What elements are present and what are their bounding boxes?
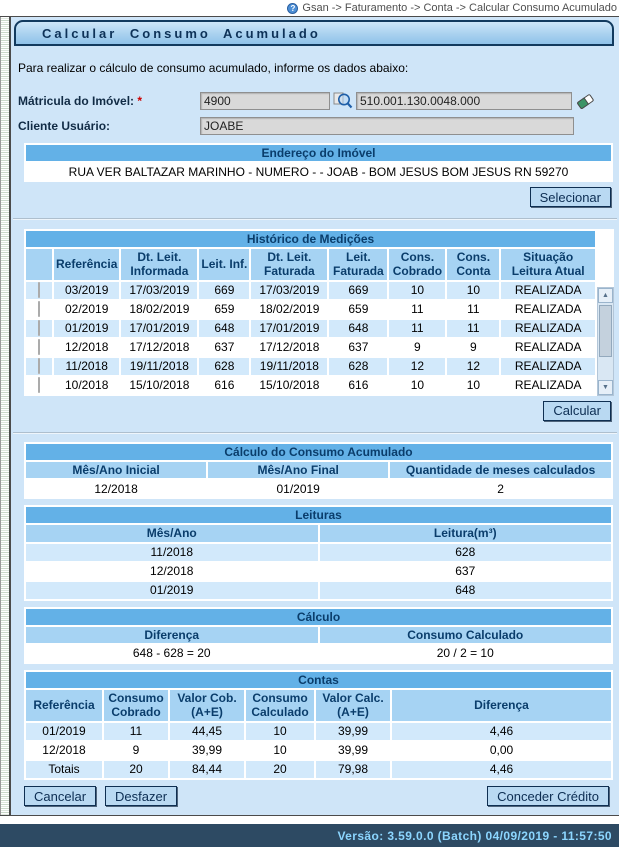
cell: 9 [447,339,499,356]
cell: 648 [329,320,387,337]
cell: 17/03/2019 [121,282,197,299]
table-row [26,582,611,599]
footer-gap [0,816,619,824]
cell: 628 [329,358,387,375]
cell: 17/12/2018 [251,339,327,356]
bottom-actions [11,786,619,815]
hist-col-referencia: Referência [54,249,119,280]
cell: 15/10/2018 [121,377,197,394]
cell: 669 [199,282,249,299]
cell: 11 [104,723,168,740]
cell: 10 [447,282,499,299]
version-text: Versão: 3.59.0.0 (Batch) 04/09/2019 - 11:57:50 [337,828,612,843]
table-row [26,563,611,580]
cell: 20 [246,761,314,778]
cell: REALIZADA [501,377,595,394]
cell: 11 [389,320,445,337]
hist-col-cons-cobrado: Cons. Cobrado [389,249,445,280]
cliente-field [200,117,574,135]
hist-col-dt-informada: Dt. Leit. Informada [121,249,197,280]
contas-col-consumo-cobrado: Consumo Cobrado [104,690,168,721]
cell [26,339,52,356]
cell [26,320,52,337]
contas-col-valor-cob: Valor Cob. (A+E) [170,690,244,721]
contas-col-referencia: Referência [26,690,102,721]
cell: 44,45 [170,723,244,740]
col-leitura-m3: Leitura(m³) [320,525,612,541]
leituras-table [24,505,613,600]
table-row [26,320,595,337]
table-row [26,480,611,497]
cell: 18/02/2019 [121,301,197,318]
cliente-label: Cliente Usuário: [18,119,111,133]
calculo-title: Cálculo [26,609,611,625]
cell: 01/2019 [54,320,119,337]
cell: 17/12/2018 [121,339,197,356]
cell: 659 [199,301,249,318]
historico-wrapper [24,229,614,396]
matricula-row [18,91,619,111]
scroll-down-icon[interactable]: ▼ [598,380,613,395]
main-frame [0,16,619,816]
hist-col-situacao: Situação Leitura Atual [501,249,595,280]
page-title-text: Calcular Consumo Acumulado [42,25,321,41]
table-row [26,282,595,299]
cell: 4,46 [392,761,611,778]
table-row [26,301,595,318]
cell: 79,98 [316,761,390,778]
calculo-table [24,607,613,664]
cell: 637 [320,563,612,580]
cell: REALIZADA [501,282,595,299]
col-consumo-calculado: Consumo Calculado [320,627,612,643]
cell: 12/2018 [26,480,206,497]
contas-title: Contas [26,672,611,688]
cell: 20 / 2 = 10 [320,645,612,662]
inscricao-field [356,92,572,110]
historico-table [24,229,597,396]
breadcrumb [0,0,619,16]
required-marker: * [137,94,143,108]
cell: 39,99 [316,742,390,759]
cell: 39,99 [316,723,390,740]
totals-row [26,761,611,778]
scrollbar-thumb[interactable] [599,305,612,357]
cliente-row [18,117,619,135]
contas-col-valor-calc: Valor Calc. (A+E) [316,690,390,721]
page-title [14,20,614,46]
cell: 15/10/2018 [251,377,327,394]
cancelar-button[interactable]: Cancelar [24,786,96,806]
search-icon[interactable] [332,91,354,111]
col-qtd-meses: Quantidade de meses calculados [390,462,611,478]
cell: REALIZADA [501,320,595,337]
cell: 648 [320,582,612,599]
cell: 4,46 [392,723,611,740]
separator [13,432,617,434]
cell: 39,99 [170,742,244,759]
content-area [11,17,619,815]
col-mes-ano-final: Mês/Ano Final [208,462,388,478]
cell: 9 [389,339,445,356]
cell: 17/03/2019 [251,282,327,299]
scrollbar-track[interactable] [598,303,613,380]
instruction-text: Para realizar o cálculo de consumo acumulado, informe os dados abaixo: [18,61,409,75]
cell: 01/2019 [26,582,318,599]
table-row [26,377,595,394]
cell: 637 [199,339,249,356]
contas-col-diferenca: Diferença [392,690,611,721]
table-row [26,544,611,561]
cell: 18/02/2019 [251,301,327,318]
cell: REALIZADA [501,301,595,318]
cell: 17/01/2019 [251,320,327,337]
cell: 03/2019 [54,282,119,299]
cell: 11 [447,301,499,318]
table-row [26,645,611,662]
hist-col-leit-faturada: Leit. Faturada [329,249,387,280]
table-row [26,723,611,740]
hist-col-leit-inf: Leit. Inf. [199,249,249,280]
hist-col-cons-conta: Cons. Conta [447,249,499,280]
row-checkbox[interactable] [38,301,40,317]
cell: 669 [329,282,387,299]
cell: 12/2018 [54,339,119,356]
row-checkbox[interactable] [38,282,40,298]
cell: 637 [329,339,387,356]
cell: 19/11/2018 [121,358,197,375]
row-checkbox[interactable] [38,358,40,374]
row-checkbox[interactable] [38,339,40,355]
cell [26,301,52,318]
table-row [26,742,611,759]
cell: REALIZADA [501,339,595,356]
contas-table [24,670,613,780]
cell: 01/2019 [26,723,102,740]
cell: REALIZADA [501,358,595,375]
calculo-acumulado-table [24,442,613,499]
selecionar-row [11,187,611,207]
cell: 17/01/2019 [121,320,197,337]
selecionar-button[interactable]: Selecionar [530,187,611,207]
cell: 2 [390,480,611,497]
cell [26,377,52,394]
cell: 12/2018 [26,742,102,759]
calcular-row [11,401,611,421]
cell: 10 [389,282,445,299]
row-checkbox[interactable] [38,377,40,393]
cell: 628 [320,544,612,561]
cell: 84,44 [170,761,244,778]
help-icon[interactable]: ? [287,3,298,14]
leituras-title: Leituras [26,507,611,523]
cell: Totais [26,761,102,778]
historico-title: Histórico de Medições [26,231,595,247]
endereco-value: RUA VER BALTAZAR MARINHO - NUMERO - - JOAB - BOM JESUS BOM JESUS RN 59270 [26,163,611,180]
cell: 628 [199,358,249,375]
cell: 10 [389,377,445,394]
col-diferenca: Diferença [26,627,318,643]
col-mes-ano-inicial: Mês/Ano Inicial [26,462,206,478]
hist-col-checkbox [26,249,52,280]
cell: 9 [104,742,168,759]
matricula-label-text: Mátricula do Imóvel: [18,94,135,108]
cell: 11/2018 [54,358,119,375]
col-mes-ano: Mês/Ano [26,525,318,541]
table-row [26,339,595,356]
row-checkbox[interactable] [38,320,40,336]
endereco-title: Endereço do Imóvel [26,145,611,161]
cell: 12 [389,358,445,375]
cell: 10 [246,723,314,740]
cell: 10/2018 [54,377,119,394]
table-scrollbar[interactable] [597,287,614,396]
calculo-acumulado-title: Cálculo do Consumo Acumulado [26,444,611,460]
cell: 10 [246,742,314,759]
cell: 659 [329,301,387,318]
matricula-input[interactable] [200,92,330,110]
cell: 12 [447,358,499,375]
contas-col-consumo-calculado: Consumo Calculado [246,690,314,721]
left-texture-border [0,17,11,815]
scroll-up-icon[interactable]: ▲ [598,288,613,303]
cell: 648 [199,320,249,337]
matricula-label [18,94,200,108]
cell: 648 - 628 = 20 [26,645,318,662]
cell: 616 [329,377,387,394]
cell: 19/11/2018 [251,358,327,375]
cell: 11 [389,301,445,318]
separator [13,218,617,220]
conceder-credito-button[interactable]: Conceder Crédito [487,786,609,806]
calcular-button[interactable]: Calcular [543,401,611,421]
cell: 12/2018 [26,563,318,580]
cell: 11 [447,320,499,337]
hist-col-dt-faturada: Dt. Leit. Faturada [251,249,327,280]
cell: 02/2019 [54,301,119,318]
endereco-table [24,143,613,182]
cell: 10 [447,377,499,394]
cell: 01/2019 [208,480,388,497]
cell: 616 [199,377,249,394]
cell [26,358,52,375]
cell [26,282,52,299]
breadcrumb-text: Gsan -> Faturamento -> Conta -> Calcular Consumo Acumulado [302,2,617,14]
cell: 0,00 [392,742,611,759]
cell: 11/2018 [26,544,318,561]
desfazer-button[interactable]: Desfazer [105,786,177,806]
footer-bar [0,824,619,847]
cell: 20 [104,761,168,778]
table-row [26,358,595,375]
eraser-icon[interactable] [574,91,596,111]
